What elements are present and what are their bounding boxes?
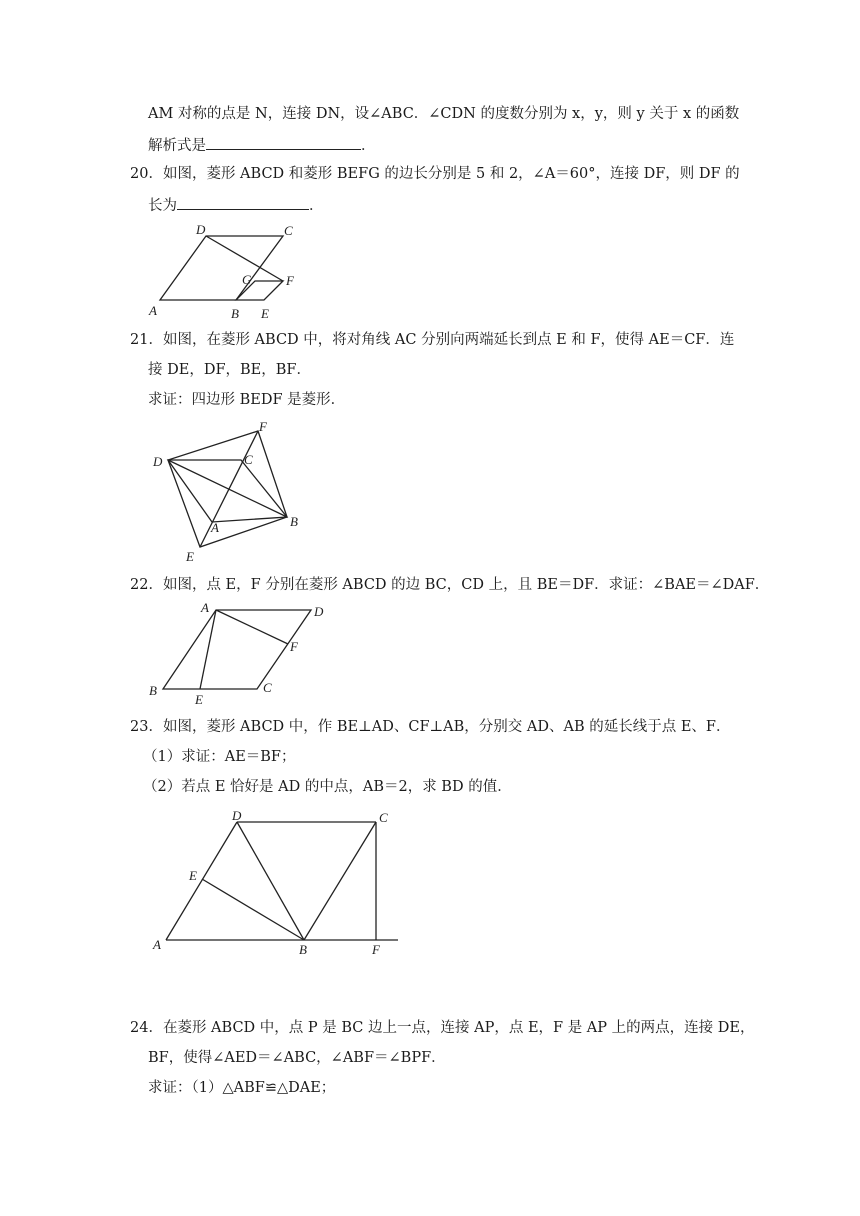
label-B: B [299, 942, 307, 957]
q20-line2-prefix: 长为 [148, 198, 177, 214]
label-F: F [259, 419, 267, 434]
q24-text [130, 1018, 754, 1038]
q21-line2: 接 DE，DF，BE，BF． [148, 362, 311, 378]
question-number: 22． [130, 577, 163, 593]
label-D: D [153, 454, 163, 469]
label-C: C [263, 680, 272, 695]
label-C: C [284, 223, 293, 238]
label-B: B [290, 514, 298, 529]
q24-line1: 在菱形 ABCD 中，点 P 是 BC 边上一点，连接 AP，点 E，F 是 AP 上的两点，连接 DE， [162, 1020, 755, 1036]
label-E: E [195, 692, 203, 707]
label-F: F [286, 273, 294, 288]
q23-line1: 如图，菱形 ABCD 中，作 BE⊥AD、CF⊥AB，分别交 AD、AB 的延长线于点 E、F． [162, 719, 731, 735]
label-D: D [314, 604, 324, 619]
label-A: A [211, 520, 219, 535]
diagonal-db [237, 822, 304, 940]
label-C: C [379, 810, 388, 825]
question-number: 21． [130, 332, 163, 348]
q22-line1: 如图，点 E，F 分别在菱形 ABCD 的边 BC，CD 上，且 BE＝DF．求证：∠BAE＝∠DAF． [162, 577, 770, 593]
label-C: C [244, 452, 253, 467]
label-D: D [196, 222, 206, 237]
q19-line2-prefix: 解析式是 [148, 138, 206, 154]
q23-part1: （1）求证：AE＝BF； [143, 749, 296, 765]
question-number: 23． [130, 719, 163, 735]
label-D: D [232, 808, 242, 823]
q20-line2-suffix: ． [309, 198, 324, 214]
label-E: E [189, 868, 197, 883]
perpendicular-be [202, 879, 304, 940]
label-A: A [149, 303, 157, 318]
q20-line1: 如图，菱形 ABCD 和菱形 BEFG 的边长分别是 5 和 2，∠A＝60°，连接 DF，则 DF 的 [162, 166, 740, 182]
question-number: 24． [130, 1020, 163, 1036]
side-ad [166, 822, 237, 940]
q19-line1: AM 对称的点是 N，连接 DN，设∠ABC．∠CDN 的度数分别为 x，y，则 y 关于 x 的函数 [148, 106, 740, 122]
q19-line2-suffix: ． [361, 138, 376, 154]
label-A: A [201, 600, 209, 615]
label-E: E [261, 306, 269, 321]
q23-part2: （2）若点 E 恰好是 AD 的中点，AB＝2，求 BD 的值． [143, 779, 512, 795]
q24-line3: 求证：（1）△ABF≌△DAE； [148, 1080, 336, 1096]
label-G: G [242, 272, 252, 287]
side-cb [304, 822, 376, 940]
q21-line3: 求证：四边形 BEDF 是菱形． [148, 392, 346, 408]
label-F: F [372, 942, 380, 957]
label-F: F [290, 639, 298, 654]
label-B: B [231, 306, 239, 321]
label-E: E [186, 549, 194, 564]
q21-line1: 如图，在菱形 ABCD 中，将对角线 AC 分别向两端延长到点 E 和 F，使得 AE＝CF．连 [162, 332, 735, 348]
label-A: A [153, 937, 161, 952]
question-number: 20． [130, 166, 163, 182]
label-B: B [149, 683, 157, 698]
q24-line2: BF，使得∠AED＝∠ABC，∠ABF＝∠BPF． [148, 1050, 446, 1066]
